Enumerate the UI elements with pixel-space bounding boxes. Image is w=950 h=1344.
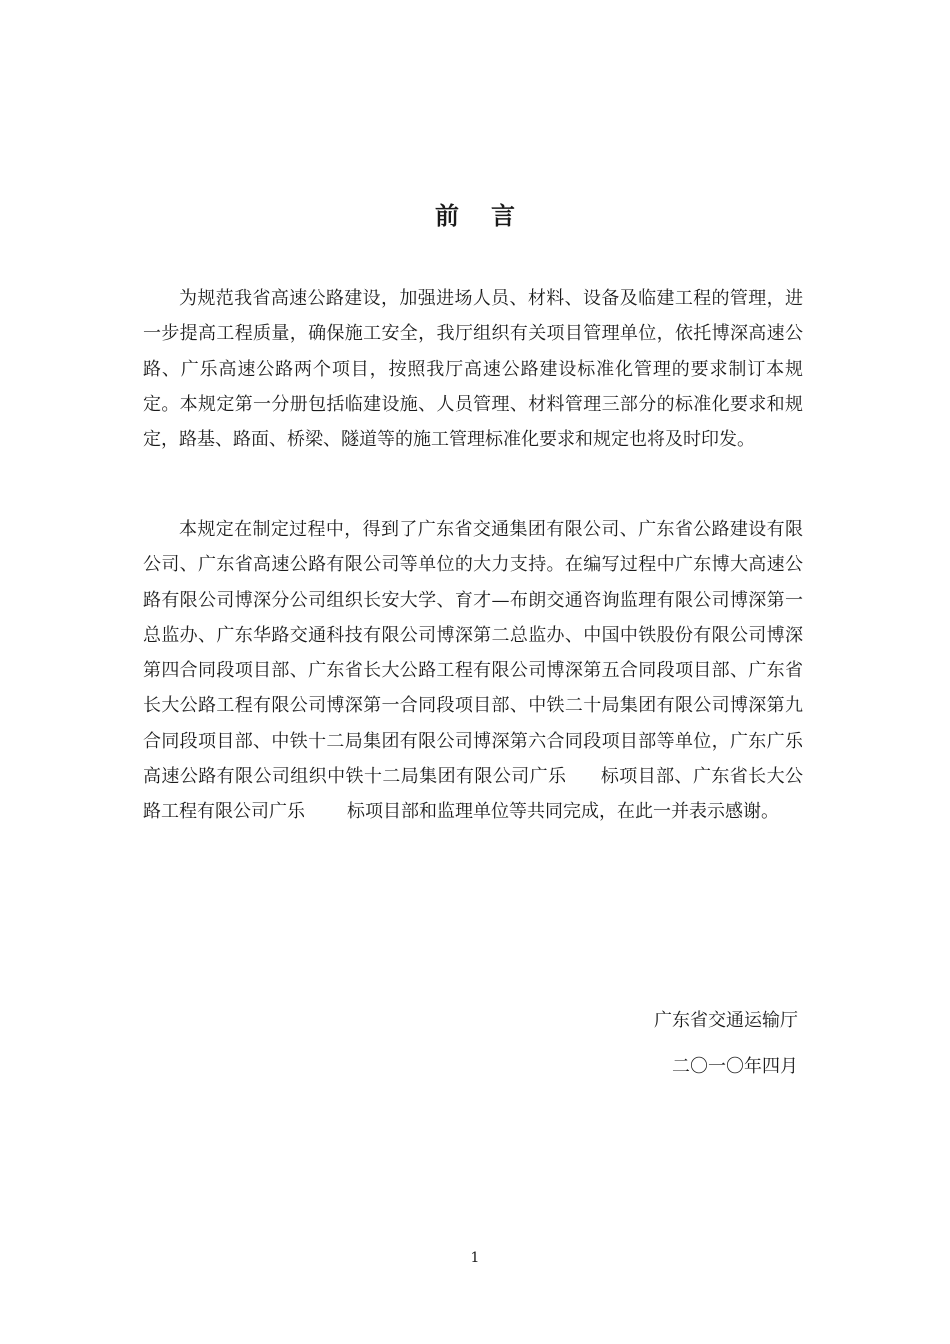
signature-date: 二〇一〇年四月 xyxy=(672,1056,798,1077)
paragraph-acknowledgements xyxy=(143,512,803,830)
paragraph-acknowledgements-text: 标项目部和监理单位等共同完成，在此一并表示感谢。 xyxy=(347,801,779,823)
signature-organization: 广东省交通运输厅 xyxy=(654,1010,798,1031)
paragraph-acknowledgements-text: 标项目部、广东省长大公路工程有限公司广乐 xyxy=(143,766,803,823)
paragraph-acknowledgements-text: 本规定在制定过程中，得到了广东省交通集团有限公司、广东省公路建设有限公司、广东省高速公路有限公司等单位的大力支持。在编写过程中广东博大高速公路有限公司博深分公司组织长安大学、育才—布朗交通咨询监理有限公司博深第一总监办、广东华路交通科技有限公司博深第二总监办、中国中铁股份有限公司博深第四合同段项目部、广东省长大公路工程有限公司博深第五合同段项目部、广东省长大公路工程有限公司博深第一合同段项目部、中铁二十局集团有限公司博深第九合同段项目部、中铁十二局集团有限公司博深第六合同段项目部等单位，广东广乐高速公路有限公司组织中铁十二局集团有限公司广乐 xyxy=(143,519,803,788)
page-title: 前言 xyxy=(435,201,547,230)
paragraph-preface-purpose: 为规范我省高速公路建设，加强进场人员、材料、设备及临建工程的管理，进一步提高工程质量，确保施工安全，我厅组织有关项目管理单位，依托博深高速公路、广乐高速公路两个项目，按照我厅高速公路建设标准化管理的要求制订本规定。本规定第一分册包括临建设施、人员管理、材料管理三部分的标准化要求和规定，路基、路面、桥梁、隧道等的施工管理标准化要求和规定也将及时印发。 xyxy=(143,288,803,451)
page-number: 1 xyxy=(470,1250,480,1266)
